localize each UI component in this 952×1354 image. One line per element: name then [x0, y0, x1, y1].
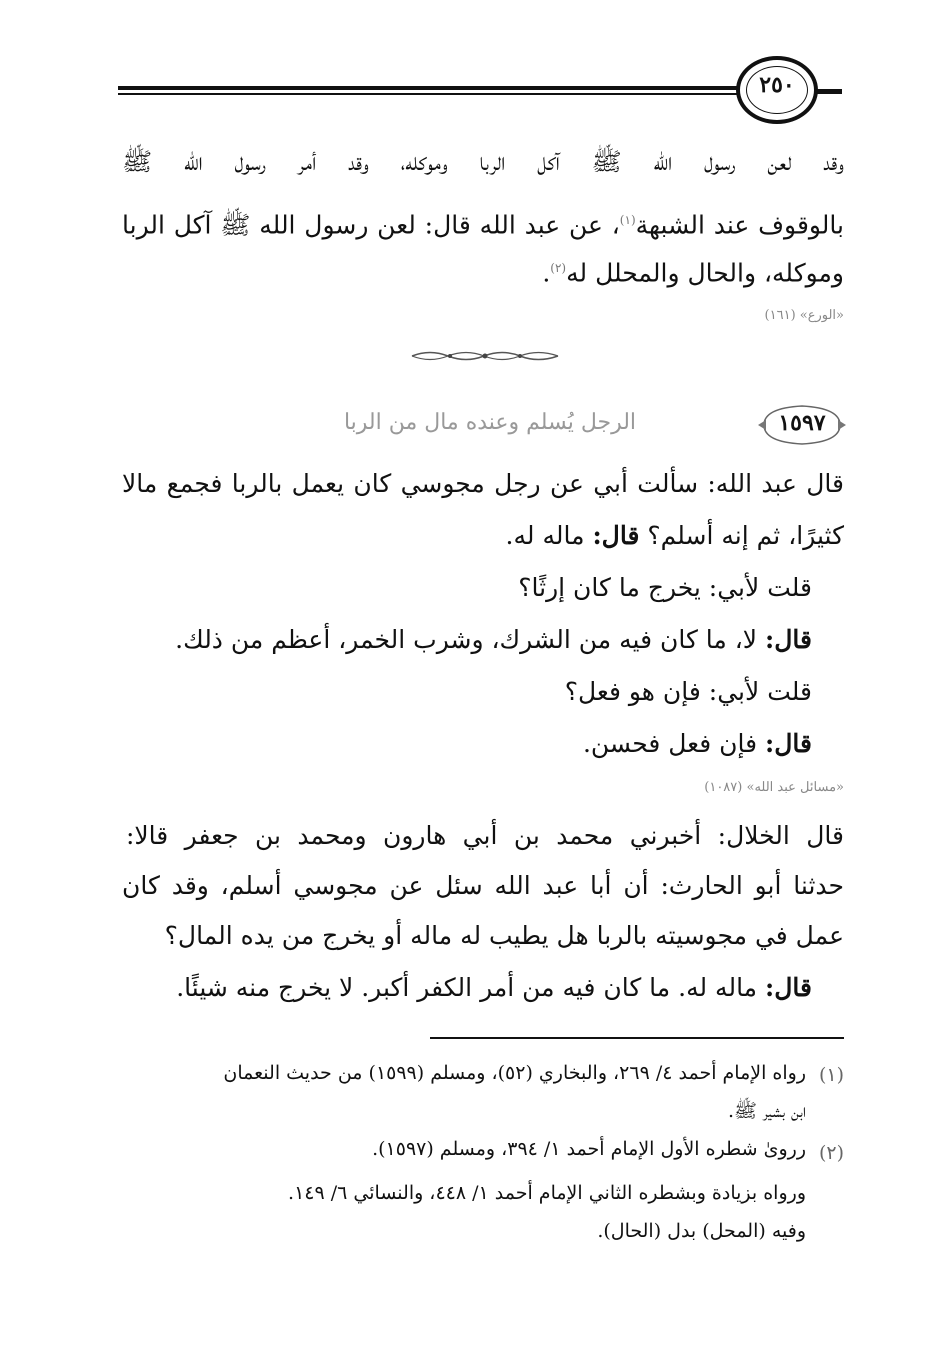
footnote-separator	[430, 1037, 844, 1039]
intro-line-3	[542, 248, 844, 293]
section-number-medal	[756, 402, 848, 448]
footnote-2-line-2: ورواه بزيادة وبشطره الثاني الإمام أحمد ١/ ٤٤٨، والنسائي ٦/ ١٤٩.	[288, 1182, 806, 1204]
body-answer-1	[175, 620, 812, 660]
intro-line-3b: .	[542, 258, 551, 288]
intro-line-2b: ، عن عبد الله قال: لعن رسول الله ﷺ آكل الربا	[122, 210, 620, 240]
qal-label: قال:	[765, 625, 812, 654]
section-number: ١٥٩٧	[778, 410, 826, 436]
body-p1-line-1: قال عبد الله: سألت أبي عن رجل مجوسي كان يعمل بالربا فجمع مالا	[122, 469, 844, 498]
qal-label: قال:	[765, 729, 812, 758]
footnote-mark-2: (٢)	[550, 261, 567, 275]
qal-label: قال:	[765, 973, 812, 1002]
footnote-mark-1: (١)	[619, 213, 636, 227]
intro-source: «الورع» (١٦١)	[764, 308, 844, 323]
footnote-1-line-1: رواه الإمام أحمد ٤/ ٢٦٩، والبخاري (٥٢)، ومسلم (١٥٩٩) من حديث النعمان	[223, 1062, 806, 1084]
body-p2-line-1: قال الخلال: أخبرني محمد بن أبي هارون ومحمد بن جعفر قالا:	[126, 821, 844, 850]
page-number: ٢٥٠	[759, 72, 795, 98]
answer-3-text: ماله له. ما كان فيه من أمر الكفر أكبر. لا يخرج منه شيئًا.	[176, 973, 758, 1002]
body-p1-line-2b: ماله له.	[505, 521, 585, 550]
footnote-2-line-3: وفيه (المحل) بدل (الحال).	[597, 1220, 806, 1242]
body-answer-2	[583, 724, 812, 764]
answer-2-text: فإن فعل فحسن.	[582, 729, 758, 758]
intro-line-3a: وموكله، والحال والمحلل له	[566, 258, 844, 288]
body-source-2: «مسائل عبد الله» (١٠٨٧)	[704, 780, 844, 795]
body-p1-line-2a: كثيرًا، ثم إنه أسلم؟	[647, 521, 844, 550]
body-p2-line-3: عمل في مجوسيته بالربا هل يطيب له ماله أو يخرج من يده المال؟	[164, 921, 844, 950]
body-question-1: قلت لأبي: يخرج ما كان إرثًا؟	[518, 573, 812, 602]
intro-line-1: وقد لعن رسول الله ﷺ آكل الربا وموكله، وقد أمر رسول الله ﷺ	[122, 147, 844, 176]
intro-line-2	[122, 200, 844, 245]
footnote-2-line-1: رروىٰ شطره الأول الإمام أحمد ١/ ٣٩٤، ومسلم (١٥٩٧).	[372, 1138, 806, 1160]
body-p1-line-2	[506, 516, 844, 556]
body-question-2: قلت لأبي: فإن هو فعل؟	[564, 677, 812, 706]
body-answer-3	[176, 968, 812, 1008]
footnote-1-line-2: ابن بشير ﷺ.	[728, 1100, 806, 1122]
body-p2-line-2: حدثنا أبو الحارث: أن أبا عبد الله سئل عن مجوسي أسلم، وقد كان	[122, 871, 844, 900]
header-rule-right	[816, 89, 842, 94]
footnote-1-mark: (١)	[818, 1064, 844, 1086]
qal-label: قال:	[592, 521, 640, 550]
answer-1-text: لا، ما كان فيه من الشرك، وشرب الخمر، أعظم من ذلك.	[175, 625, 758, 654]
intro-line-2a: بالوقوف عند الشبهة	[635, 210, 844, 240]
header-rule	[118, 86, 738, 96]
section-heading: الرجل يُسلم وعنده مال من الربا	[343, 410, 637, 435]
footnote-2-mark: (٢)	[818, 1142, 844, 1164]
ornament-divider	[410, 349, 560, 363]
